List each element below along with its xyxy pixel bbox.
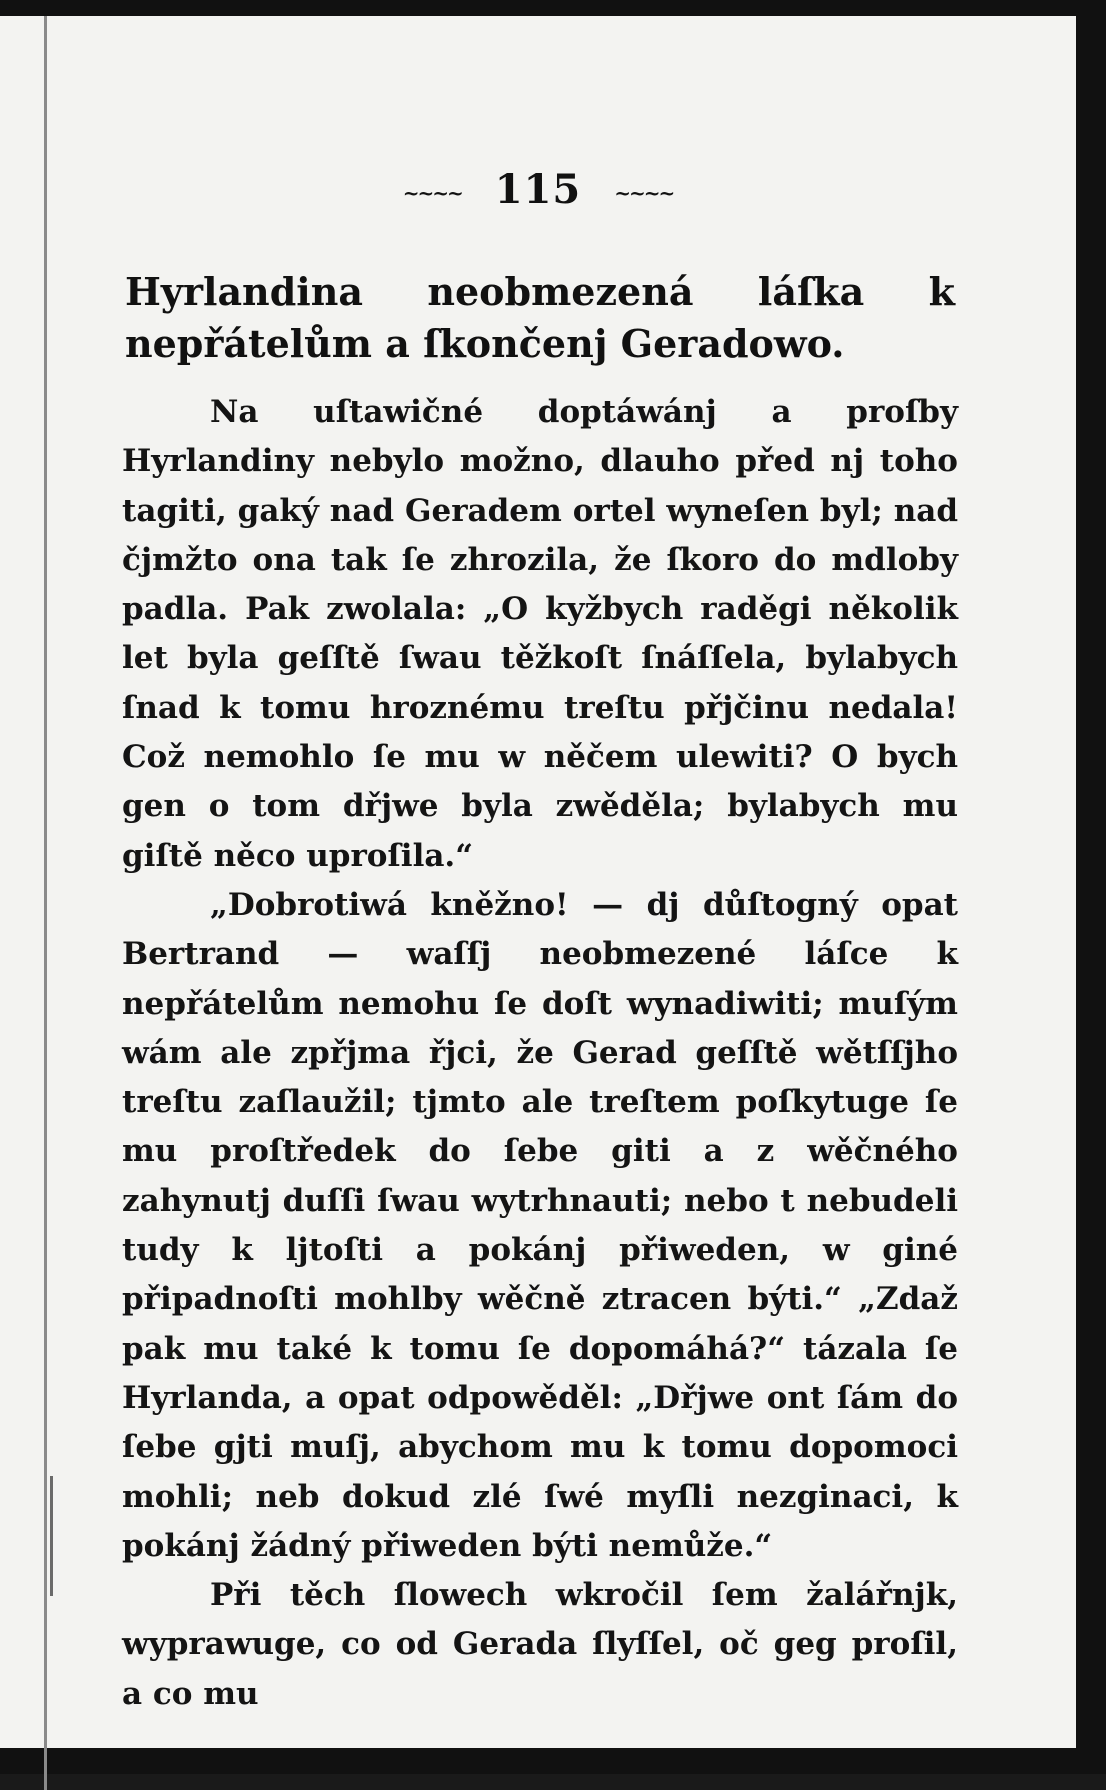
header-ornament-left: ~~~~ [402, 181, 462, 205]
page-number: 115 [494, 166, 582, 213]
header-ornament-right: ~~~~ [614, 181, 674, 205]
paragraph: „Dobrotiwá kněžno! — dj důſtogný opat Bertrand — waſſj neobmezené láſce k nepřátelům nemohu ſe doſt wynadiwiti; muſým wám ale zpřjma řjci, že Gerad geſſtě wětſſjho treſtu zaſlaužil; tjmto ale treſtem poſkytuge ſe mu proſtředek do ſebe giti a z wěčného zahynutj duſſi ſwau wytrhnauti; nebo t nebudeli tudy k ljtoſti a pokánj přiweden, w giné připadnoſti mohlby wěčně ztracen býti.“ „Zdaž pak mu také k tomu ſe dopomáhá?“ tázala ſe Hyrlanda, a opat odpowěděl: „Dřjwe ont ſám do ſebe gjti muſj, abychom mu k tomu dopomoci mohli; neb dokud zlé ſwé myſli nezginaci, k pokánj žádný přiweden býti nemůže.“ [122, 886, 958, 1564]
chapter-title: Hyrlandina neobmezená láſka k nepřátelům a ſkončenj Geradowo. [125, 269, 955, 366]
page-header [0, 166, 1076, 213]
chapter-body [122, 388, 958, 1719]
paragraph: Při těch ſlowech wkročil ſem žalářnjk, wyprawuge, co od Gerada ſlyſſel, oč geg proſil, a co mu [122, 1577, 958, 1712]
page-binding-edge [44, 16, 47, 1790]
paragraph: Na uſtawičné doptáwánj a proſby Hyrlandiny nebylo možno, dlauho před nj toho tagiti, gaký nad Geradem ortel wyneſen byl; nad čjmžto ona tak ſe zhrozila, že ſkoro do mdloby padla. Pak zwolala: „O kyžbych raděgi několik let byla geſſtě ſwau těžkoſt ſnáſſela, bylabych ſnad k tomu hroznému treſtu přjčinu nedala! Což nemohlo ſe mu w něčem ulewiti? O bych gen o tom dřjwe byla zwěděla; bylabych mu giſtě něco uproſila.“ [122, 394, 958, 874]
margin-mark [50, 1476, 53, 1596]
